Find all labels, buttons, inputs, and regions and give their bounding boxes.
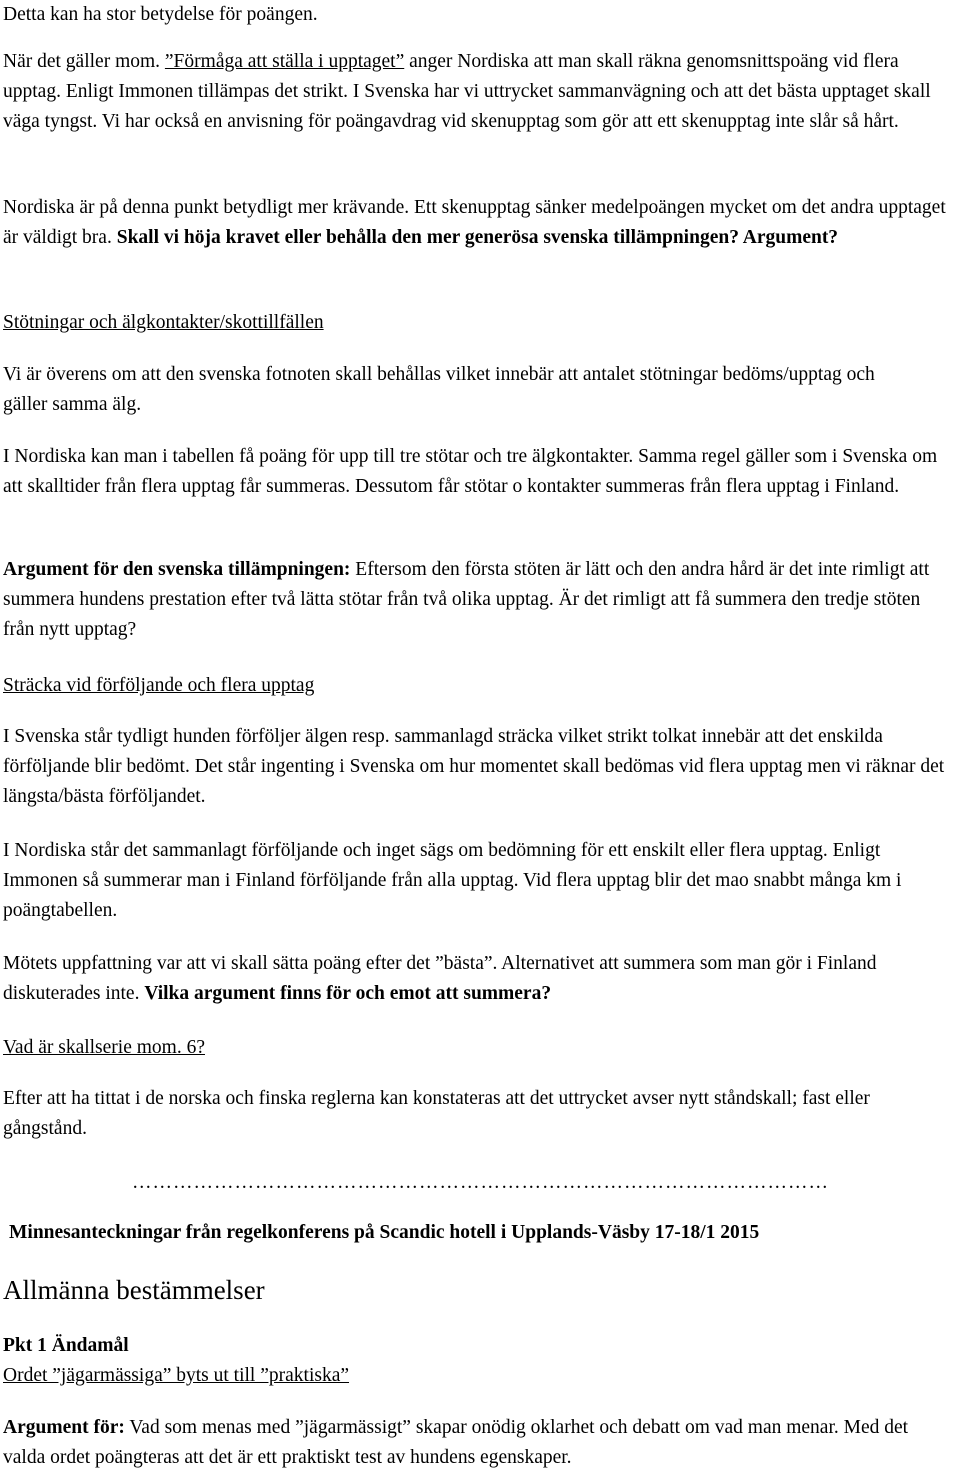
paragraph-formaga xyxy=(3,47,958,137)
paragraph-text: Nordiska är på denna punkt betydligt mer krävande. Ett skenupptag sänker medelpoängen mycket om det andra upptaget är väldigt bra. xyxy=(3,197,946,248)
dotted-separator: ………………………………………………………………………………………… xyxy=(132,1172,829,1193)
section-heading-stotningar: Stötningar och älgkontakter/skottillfällen xyxy=(3,312,324,333)
paragraph-skallserie: Efter att ha tittat i de norska och finska reglerna kan konstateras att det uttrycket avser nytt ståndskall; fast eller gångstånd. xyxy=(3,1088,870,1139)
argument-label: Argument för den svenska tillämpningen: xyxy=(3,559,351,580)
paragraph-nordiska-tabell: I Nordiska kan man i tabellen få poäng för upp till tre stötar och tre älgkontakter. Samma regel gäller som i Svenska om att skalltider från flera upptag får summeras. Dessutom får stötar o kontakter summeras från flera upptag i Finland. xyxy=(3,446,938,497)
minutes-heading: Minnesanteckningar från regelkonferens på Scandic hotell i Upplands-Väsby 17-18/1 2015 xyxy=(9,1222,760,1243)
paragraph-text: anger Nordiska att man skall räkna genomsnittspoäng vid flera upptag. Enligt Immonen tillämpas det strikt. I Svenska har vi uttrycket sammanvägning och att det bästa upptaget skall väga tyngst. Vi har också en anvisning för poängavdrag vid skenupptag som gör att ett skenupptag inte slår så hårt. xyxy=(3,51,931,132)
paragraph-svenska-stracka: I Svenska står tydligt hunden förföljer älgen resp. sammanlagd sträcka vilket strikt tolkat innebär att det enskilda förföljande blir bedömt. Det står ingenting i Svenska om hur momentet skall bedömas vid flera upptag men vi räknar det längsta/bästa förföljandet. xyxy=(3,726,945,807)
paragraph-text: Vad som menas med ”jägarmässigt” skapar onödig oklarhet och debatt om vad man menar. Med det valda ordet poängteras att det är ett praktiskt test av hundens egenskaper. xyxy=(3,1417,909,1468)
paragraph-text: När det gäller mom. xyxy=(3,51,165,72)
paragraph-intro: Detta kan ha stor betydelse för poängen. xyxy=(3,4,318,25)
paragraph-text: Mötets uppfattning var att vi skall sätta poäng efter det ”bästa”. Alternativet att summera som man gör i Finland diskuterades inte. xyxy=(3,953,877,1004)
section-heading-stracka: Sträcka vid förföljande och flera upptag xyxy=(3,675,315,696)
paragraph-fotnot: Vi är överens om att den svenska fotnoten skall behållas vilket innebär att antalet stötningar bedöms/upptag och gäller samma älg. xyxy=(3,364,875,415)
paragraph-argument-for xyxy=(3,1413,948,1473)
section-heading-skallserie: Vad är skallserie mom. 6? xyxy=(3,1037,205,1058)
paragraph-nordiska-kravande xyxy=(3,193,953,253)
question-bold: Skall vi höja kravet eller behålla den mer generösa svenska tillämpningen? Argument? xyxy=(116,227,839,248)
point-title: Pkt 1 Ändamål xyxy=(3,1335,129,1356)
paragraph-nordiska-stracka: I Nordiska står det sammanlagt förföljande och inget sägs om bedömning för ett enskilt eller flera upptag. Enligt Immonen så summerar man i Finland förföljande från alla upptag. Vid flera upptag blir det mao snabbt många km i poängtabellen. xyxy=(3,840,902,921)
point-change: Ordet ”jägarmässiga” byts ut till ”praktiska” xyxy=(3,1365,350,1386)
question-bold: Vilka argument finns för och emot att summera? xyxy=(144,983,552,1004)
paragraph-text: Eftersom den första stöten är lätt och den andra hård är det inte rimligt att summera hundens prestation efter två lätta stötar från två olika upptag. Är det rimligt att få summera den tredje stöten från nytt upptag? xyxy=(3,559,930,640)
moment-link: ”Förmåga att ställa i upptaget” xyxy=(164,51,405,72)
argument-label: Argument för: xyxy=(3,1417,125,1438)
paragraph-argument-svenska xyxy=(3,555,953,645)
page-title: Allmänna bestämmelser xyxy=(3,1275,265,1305)
paragraph-motets-uppfattning xyxy=(3,949,960,1009)
